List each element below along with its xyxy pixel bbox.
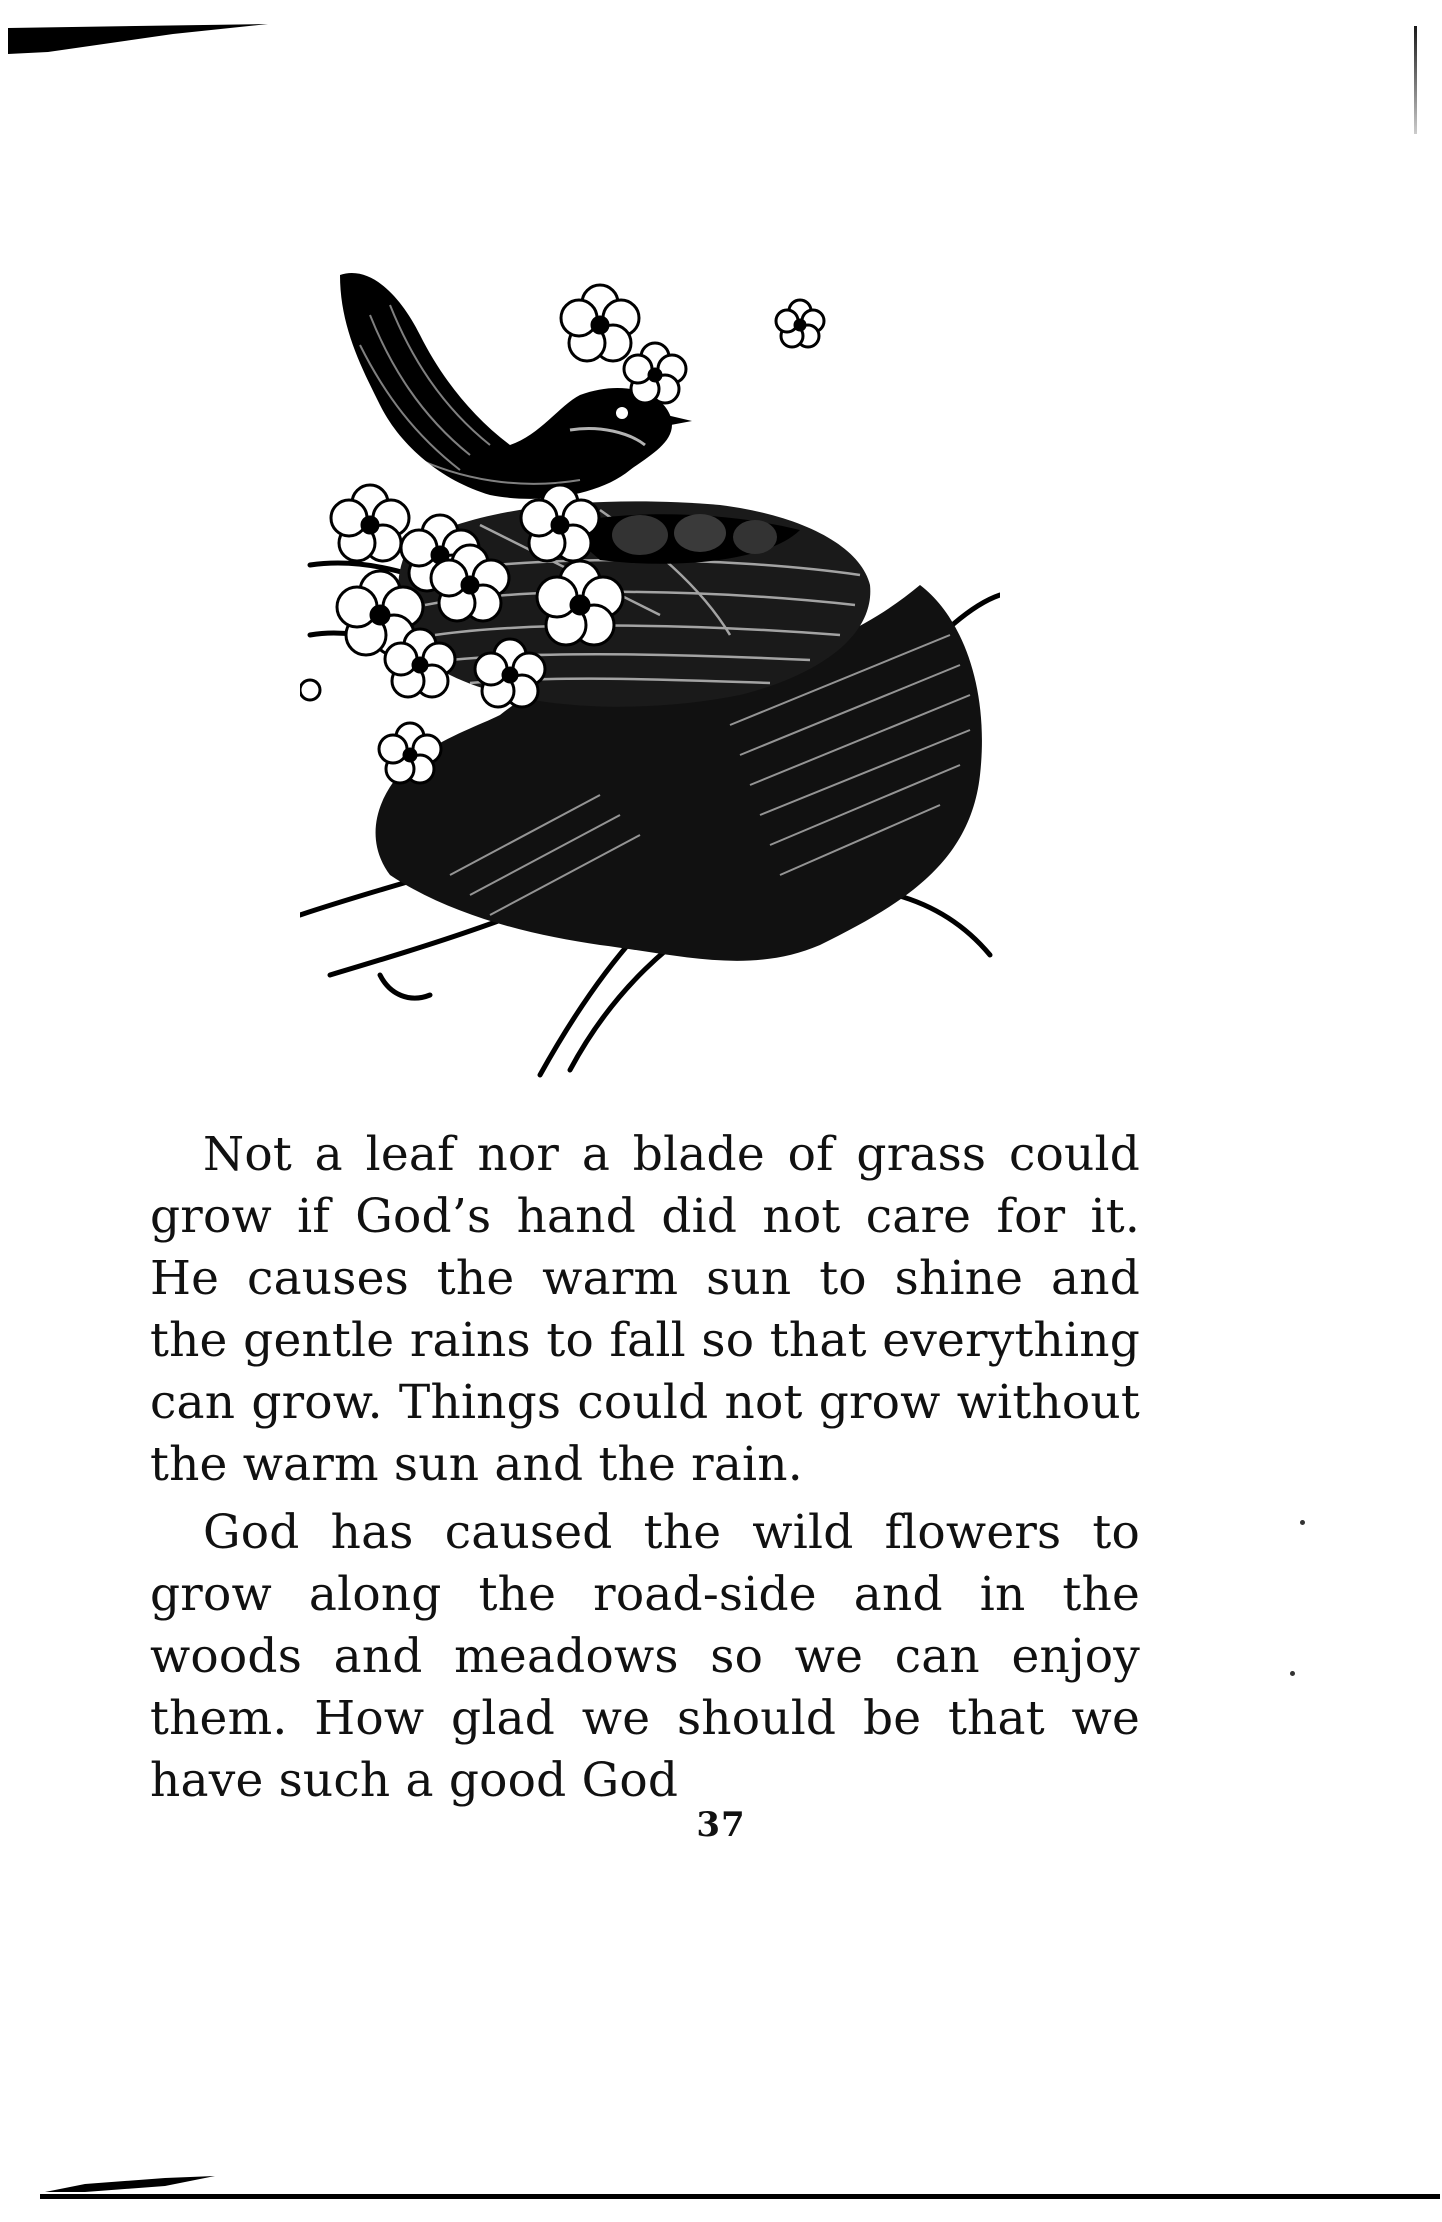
scan-edge-rule [40,2194,1440,2199]
scan-edge-mark [8,22,268,56]
body-text [150,1124,1140,1812]
scan-speck [1300,1520,1305,1525]
paragraph-2: God has caused the wild flowers to grow along the road-side and in the woods and meadows so we can enjoy them. How glad we should be that we have such a good God [150,1505,1140,1808]
scan-edge-mark [45,2164,215,2194]
page-number: 37 [696,1805,746,1845]
paragraph-1: Not a leaf nor a blade of grass could grow if God’s hand did not care for it. He causes the warm sun to shine and the gentle rains to fall so that everything can grow. Things could not grow without the warm sun and the rain. [150,1127,1140,1492]
scan-edge-line [1414,26,1417,134]
bird-nest-illustration [300,255,1000,1085]
scan-speck [1290,1671,1295,1676]
